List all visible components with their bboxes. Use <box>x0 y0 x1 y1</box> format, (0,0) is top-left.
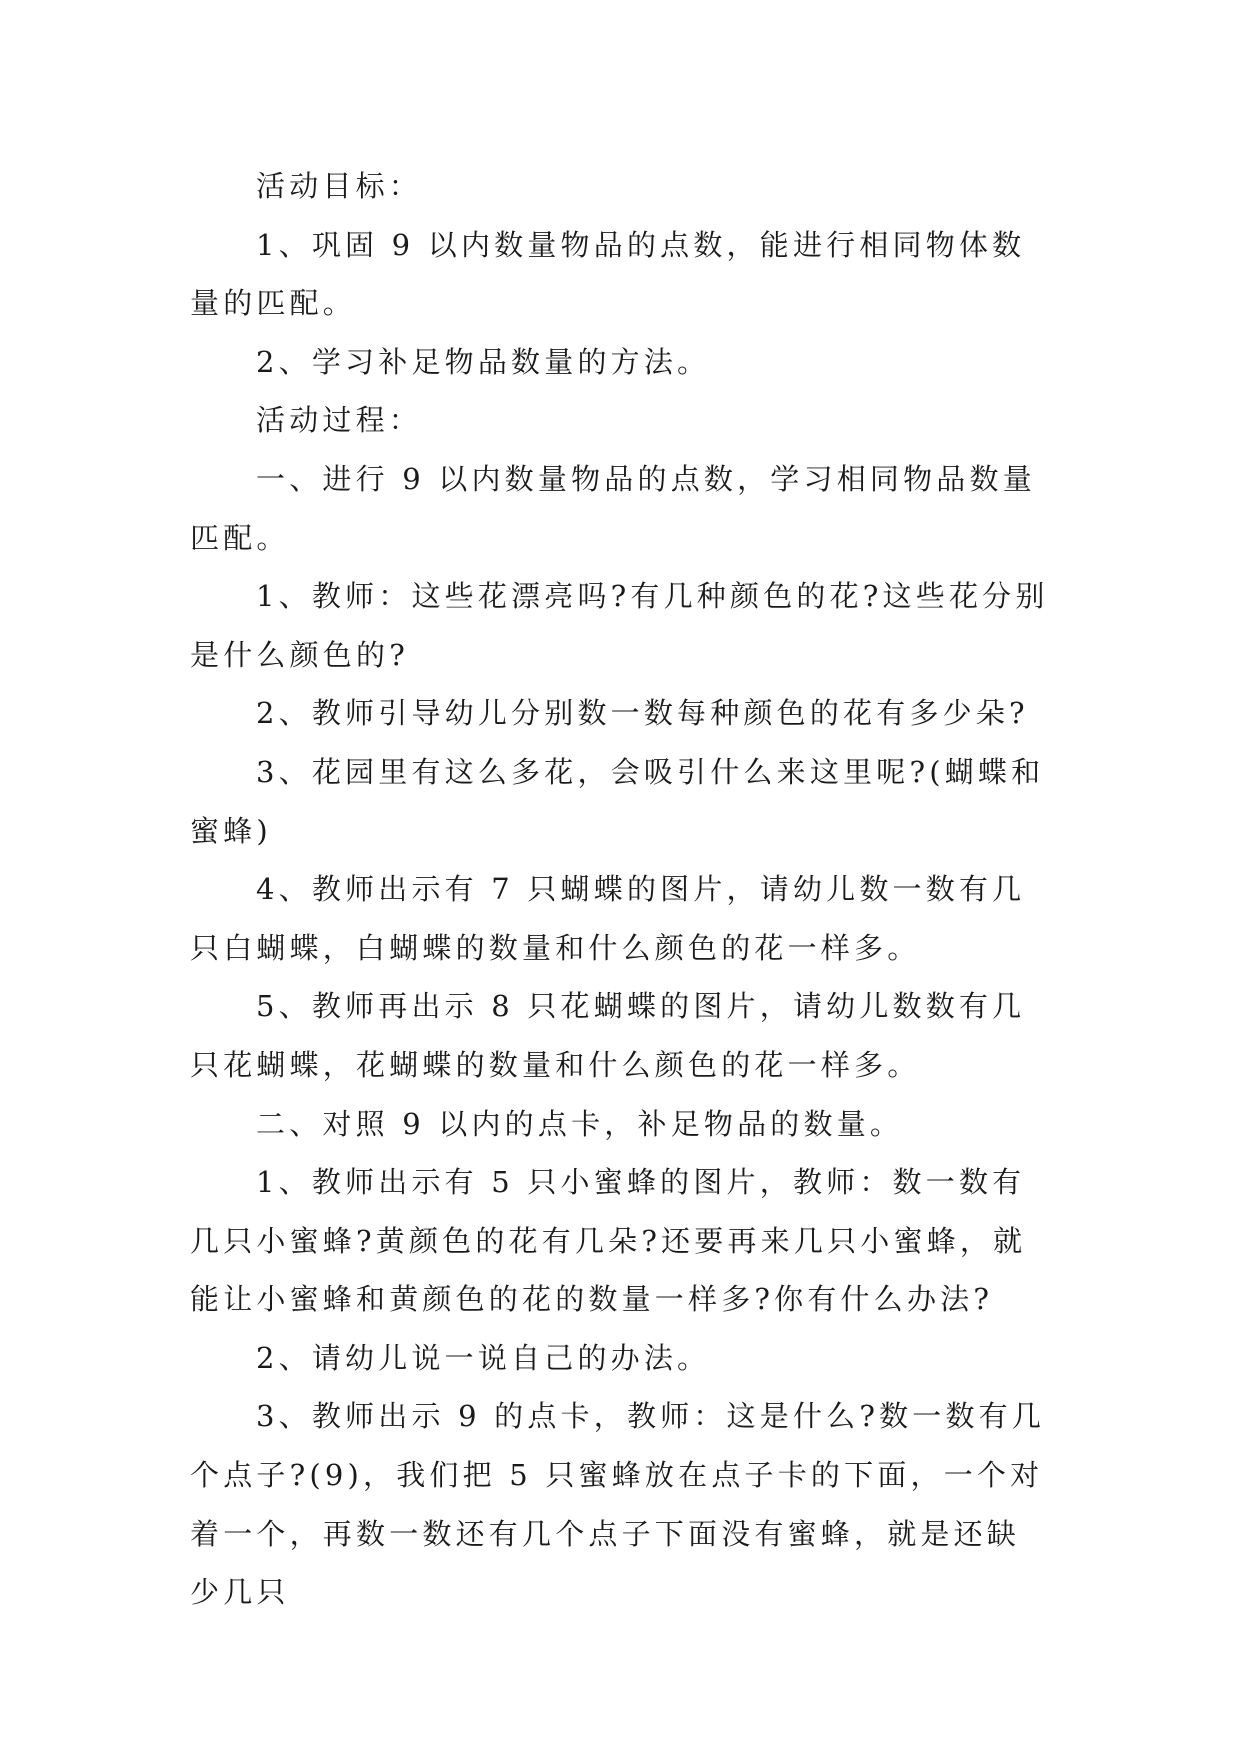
paragraph: 一、进行 9 以内数量物品的点数，学习相同物品数量匹配。 <box>190 461 1036 555</box>
paragraph: 2、请幼儿说一说自己的办法。 <box>256 1340 711 1375</box>
paragraph: 5、教师再出示 8 只花蝴蝶的图片，请幼儿数数有几只花蝴蝶，花蝴蝶的数量和什么颜色的花一样多。 <box>190 989 1026 1082</box>
paragraph: 1、巩固 9 以内数量物品的点数，能进行相同物体数量的匹配。 <box>190 227 1026 321</box>
paragraph: 1、教师：这些花漂亮吗?有几种颜色的花?这些花分别是什么颜色的? <box>190 579 1049 672</box>
paragraph: 1、教师出示有 5 只小蜜蜂的图片，教师：数一数有几只小蜜蜂?黄颜色的花有几朵?还要再来几只小蜜蜂，就能让小蜜蜂和黄颜色的花的数量一样多?你有什么办法? <box>190 1165 1027 1317</box>
paragraph: 4、教师出示有 7 只蝴蝶的图片，请幼儿数一数有几只白蝴蝶，白蝴蝶的数量和什么颜色的花一样多。 <box>190 872 1026 965</box>
section-heading-process: 活动过程： <box>256 403 423 438</box>
paragraph: 2、教师引导幼儿分别数一数每种颜色的花有多少朵? <box>256 696 1029 731</box>
paragraph: 2、学习补足物品数量的方法。 <box>256 344 711 379</box>
paragraph: 3、教师出示 9 的点卡，教师：这是什么?数一数有几个点子?(9)，我们把 5 只蜜蜂放在点子卡的下面，一个对着一个，再数一数还有几个点子下面没有蜜蜂，就是还缺少几只 <box>190 1399 1046 1610</box>
document-body <box>190 157 1050 1622</box>
paragraph: 3、花园里有这么多花，会吸引什么来这里呢?(蝴蝶和蜜蜂) <box>190 754 1045 848</box>
paragraph: 二、对照 9 以内的点卡，补足物品的数量。 <box>256 1106 904 1141</box>
section-heading-goals: 活动目标： <box>256 169 423 203</box>
